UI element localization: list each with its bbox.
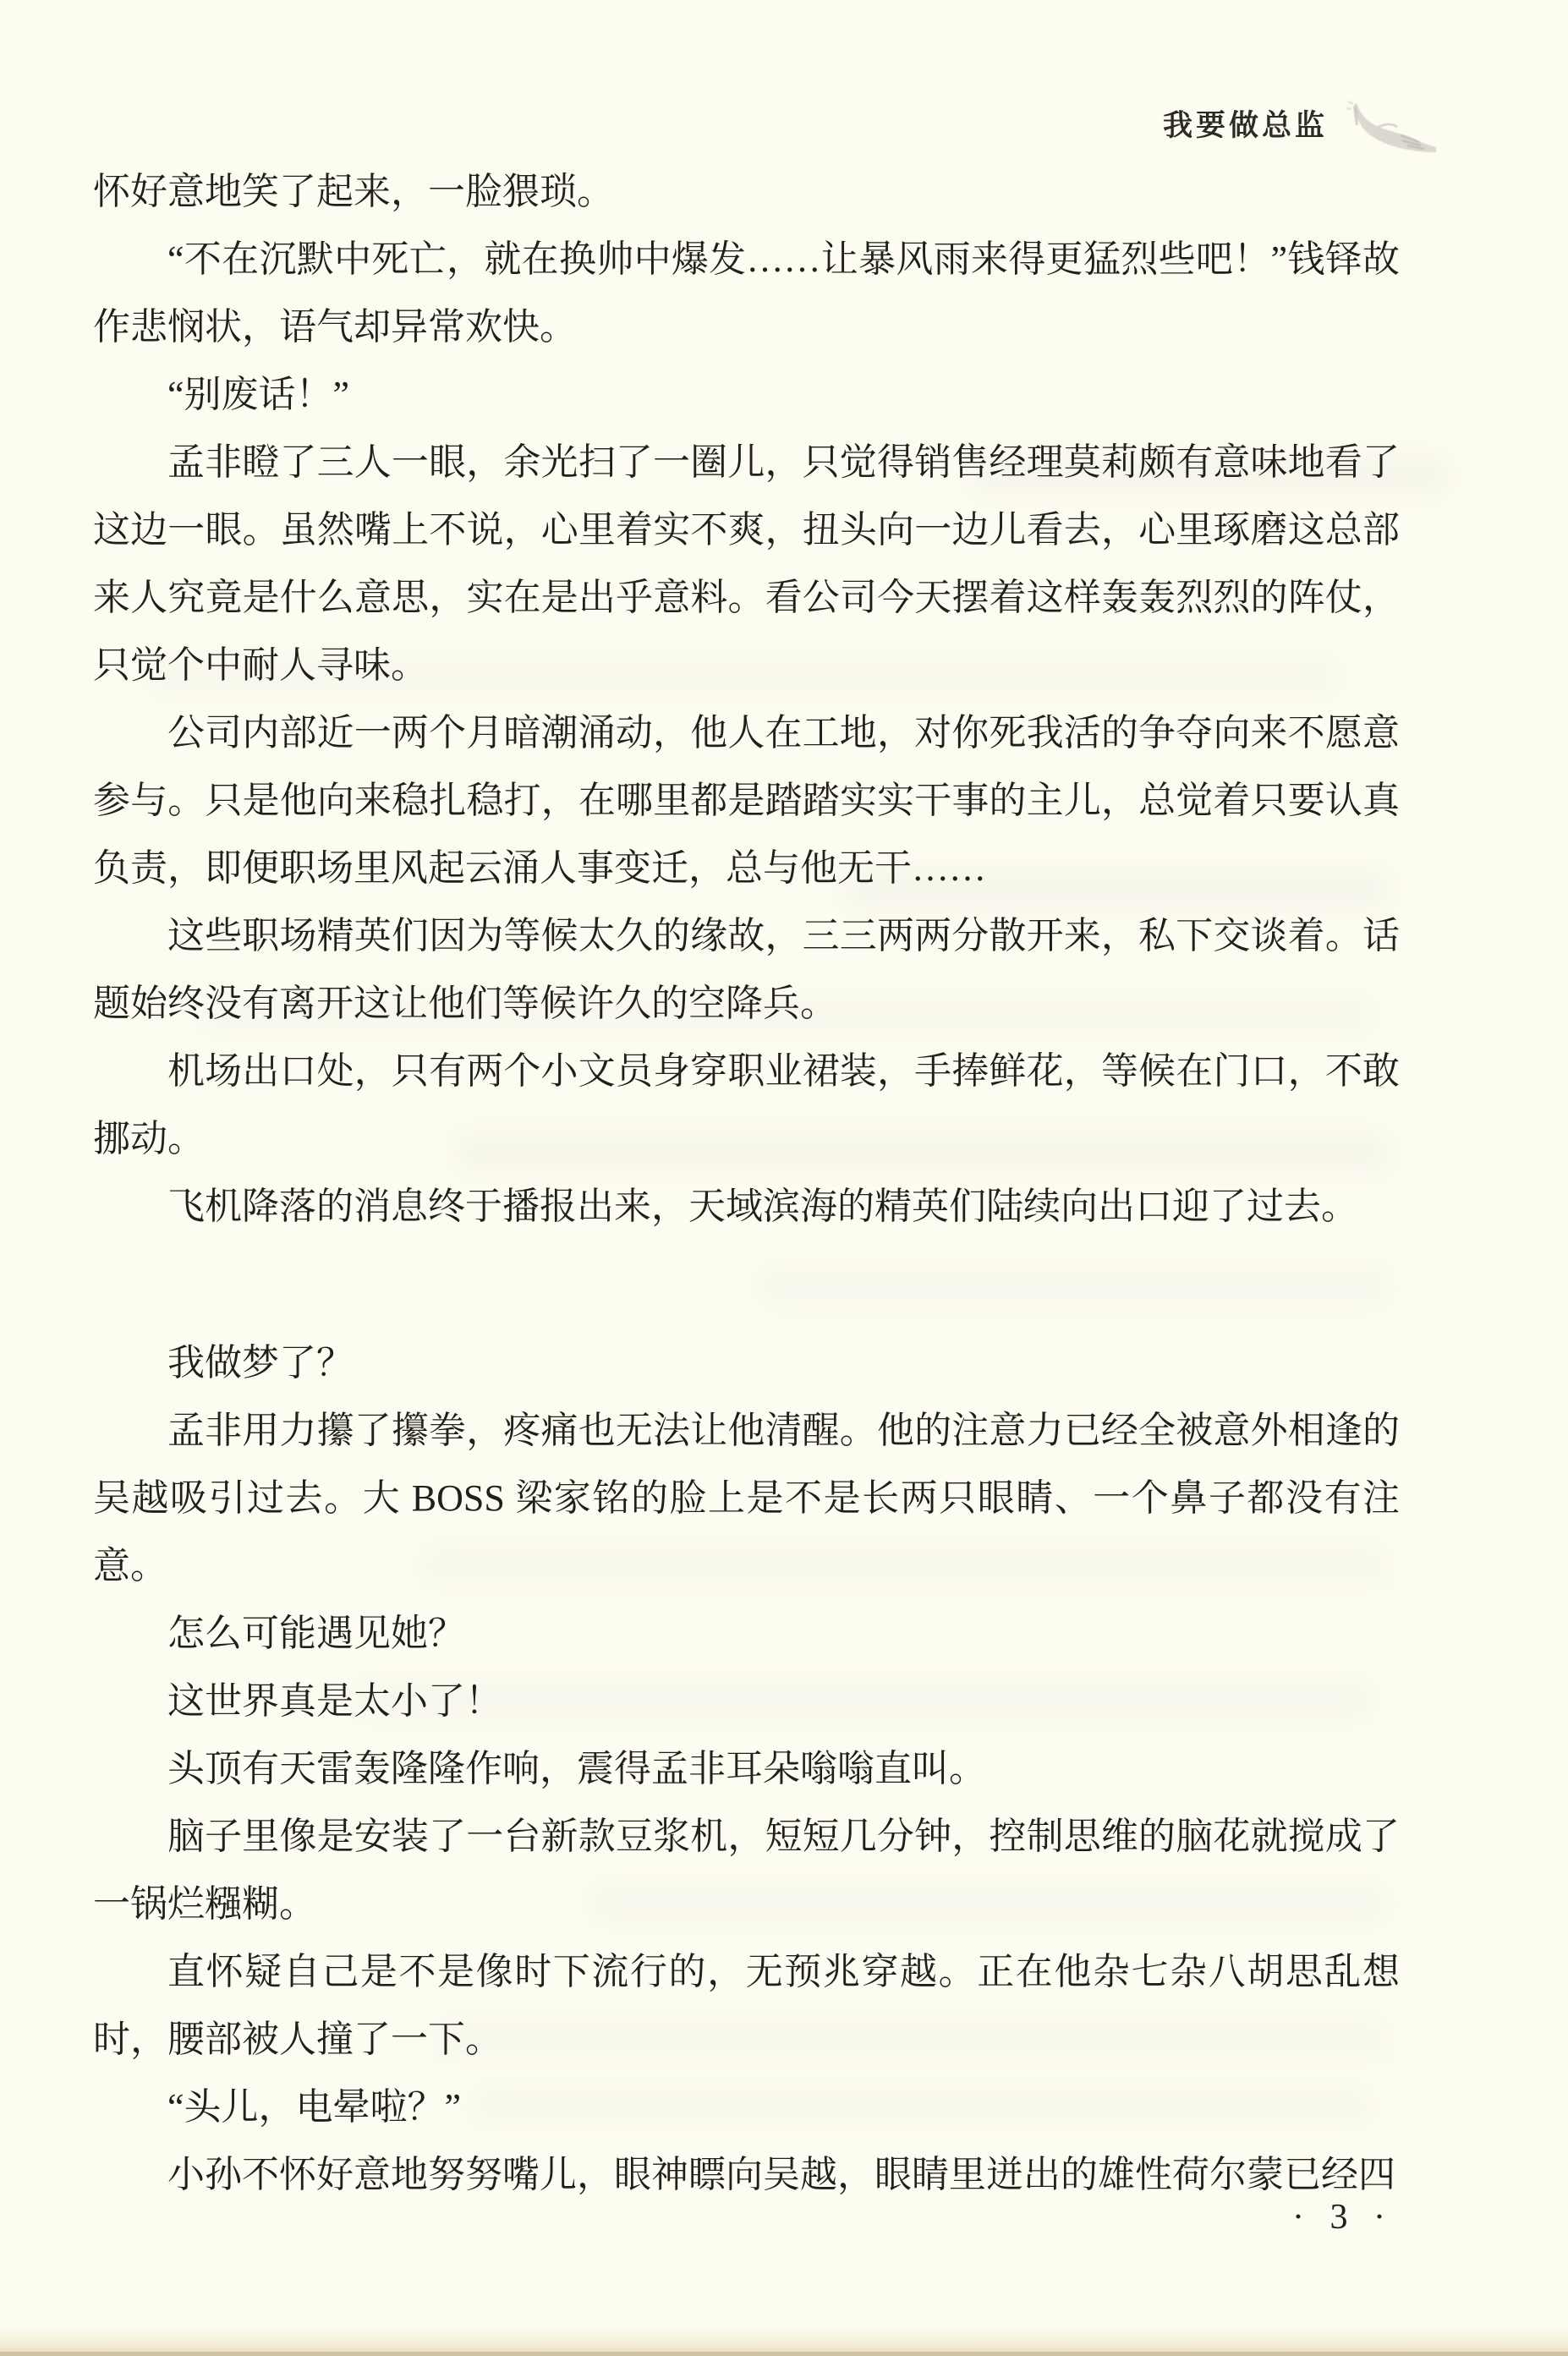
paragraph: 飞机降落的消息终于播报出来，天域滨海的精英们陆续向出口迎了过去。 [167,1186,1358,1227]
book-title: 我要做总监 [1162,109,1328,142]
scan-edge-line [0,2352,1568,2356]
paragraph: 脑子里像是安装了一台新款豆浆机，短短几分钟，控制思维的脑花就搅成了一锅烂糨糊。 [93,1816,1400,1925]
running-head [1163,85,1443,162]
body-text [93,158,1400,2209]
high-heel-icon [1341,96,1443,162]
scene-break-spacer [93,1241,1400,1329]
paragraph: 小孙不怀好意地努努嘴儿，眼神瞟向吴越，眼睛里迸出的雄性荷尔蒙已经四 [167,2154,1395,2195]
paragraph: 公司内部近一两个月暗潮涌动，他人在工地，对你死我活的争夺向来不愿意参与。只是他向来稳扎稳打，在哪里都是踏踏实实干事的主儿，总觉着只要认真负责，即便职场里风起云涌人事变迁，总与他无干…… [93,712,1400,889]
paragraph: 这世界真是太小了！ [167,1680,502,1722]
paragraph: “不在沉默中死亡，就在换帅中爆发……让暴风雨来得更猛烈些吧！”钱铎故作悲悯状，语气却异常欢快。 [93,238,1400,348]
paragraph: 孟非用力攥了攥拳，疼痛也无法让他清醒。他的注意力已经全被意外相逢的吴越吸引过去。大 BOSS 梁家铭的脸上是不是长两只眼睛、一个鼻子都没有注意。 [93,1410,1400,1586]
paragraph: 怀好意地笑了起来，一脸猥琐。 [93,171,614,212]
paragraph: “头儿，电晕啦？” [167,2086,462,2128]
page-number: · 3 · [1292,2198,1394,2237]
paragraph: “别废话！” [167,374,350,415]
paragraph: 怎么可能遇见她？ [167,1613,465,1654]
paragraph: 孟非瞪了三人一眼，余光扫了一圈儿，只觉得销售经理莫莉颇有意味地看了这边一眼。虽然嘴上不说，心里着实不爽，扭头向一边儿看去，心里琢磨这总部来人究竟是什么意思，实在是出乎意料。看公司今天摆着这样轰轰烈烈的阵仗，只觉个中耐人寻味。 [93,441,1400,686]
paragraph: 这些职场精英们因为等候太久的缘故，三三两两分散开来，私下交谈着。话题始终没有离开这让他们等候许久的空降兵。 [93,915,1400,1024]
scan-edge [0,2327,1568,2356]
paragraph: 头顶有天雷轰隆隆作响，震得孟非耳朵嗡嗡直叫。 [167,1748,986,1789]
paragraph: 我做梦了？ [167,1342,354,1383]
paragraph: 直怀疑自己是不是像时下流行的，无预兆穿越。正在他杂七杂八胡思乱想时，腰部被人撞了一下。 [93,1951,1400,2060]
paragraph: 机场出口处，只有两个小文员身穿职业裙装，手捧鲜花，等候在门口，不敢挪动。 [93,1050,1400,1159]
